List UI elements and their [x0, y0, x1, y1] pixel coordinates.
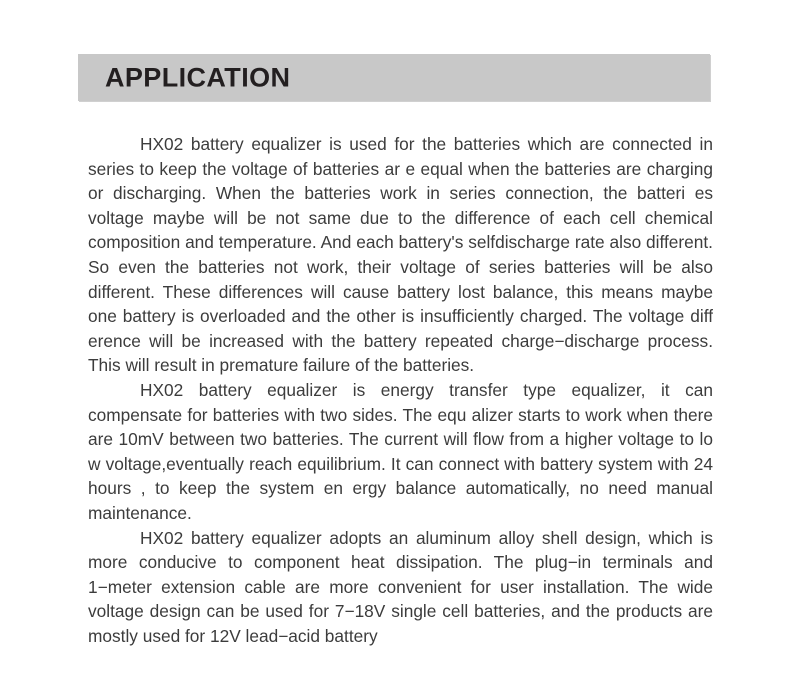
- paragraph-1: HX02 battery equalizer is used for the batteries which are connected in series to keep the voltage of batteries ar e equal when the batteries are charging or discharging. When the batteries work in series connection, the batteri es voltage maybe will be not same due to the difference of each cell chemical composition and temperature. And each battery's selfdischarge rate also different. So even the batteries not work, their voltage of series batteries will be also different. These differences will cause battery lost balance, this means maybe one battery is overloaded and the other is insufficiently charged. The voltage diff erence will be increased with the battery repeated charge−discharge process. This will result in premature failure of the batteries.: [88, 134, 713, 376]
- page-title: APPLICATION: [105, 62, 291, 92]
- paragraph-2: HX02 battery equalizer is energy transfer type equalizer, it can compensate for batteries with two sides. The equ alizer starts to work when there are 10mV between two batteries. The current will flow from a higher voltage to lo w voltage,eventually reach equilibrium. It can connect with battery system with 24 hours , to keep the system en ergy balance automatically, no need manual maintenance.: [88, 379, 713, 523]
- section-header-bar: [78, 54, 710, 101]
- body-copy: [88, 132, 713, 690]
- paragraph-3: HX02 battery equalizer adopts an aluminum alloy shell design, which is more conducive to component heat dissipation. The plug−in terminals and 1−meter extension cable are more convenient for user installation. The wide voltage design can be used for 7−18V single cell batteries, and the products are mostly used for 12V lead−acid battery: [88, 527, 713, 646]
